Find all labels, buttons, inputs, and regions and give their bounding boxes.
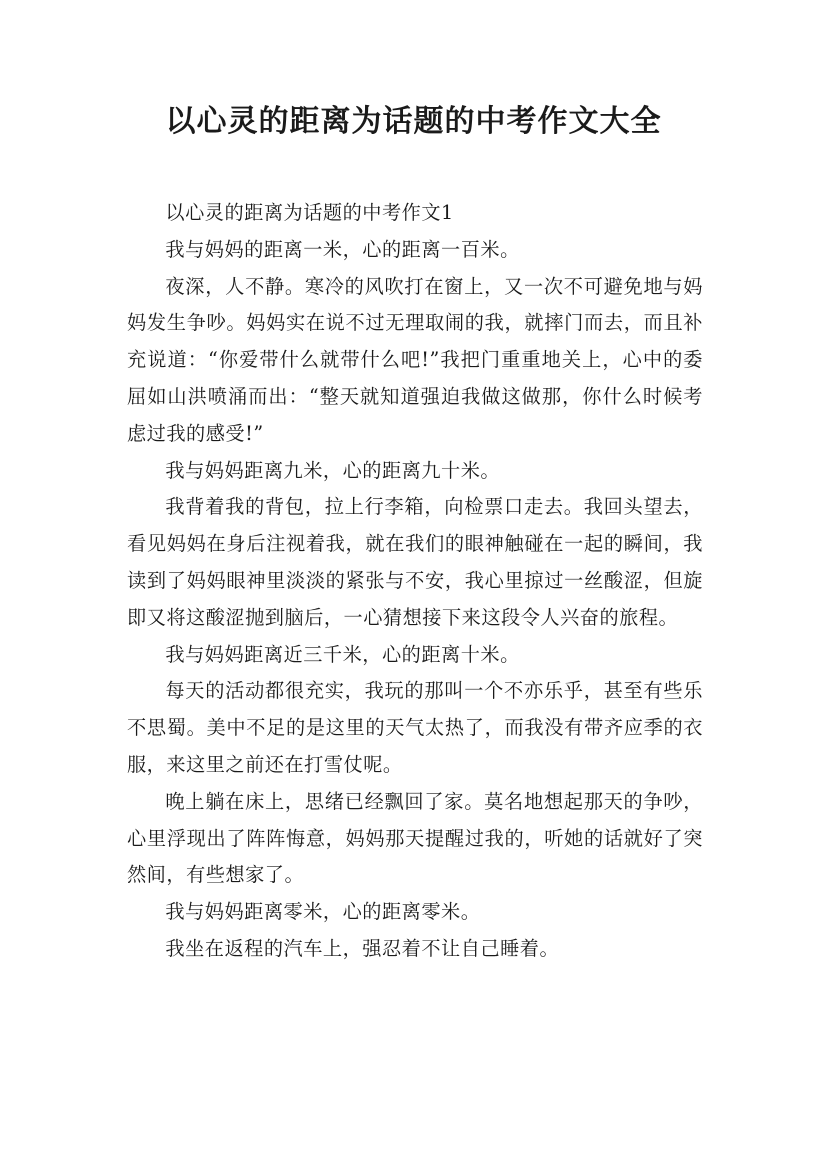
paragraph: 夜深，人不静。寒冷的风吹打在窗上，又一次不可避免地与妈妈发生争吵。妈妈实在说不过无理取闹的我，就摔门而去，而且补充说道：“你爱带什么就带什么吧!”我把门重重地关上，心中的委屈如山洪喷涌而出：“整天就知道强迫我做这做那，你什么时候考虑过我的感受!” — [127, 274, 703, 445]
document-body — [127, 195, 703, 968]
paragraph: 我背着我的背包，拉上行李箱，向检票口走去。我回头望去，看见妈妈在身后注视着我，就在我们的眼神触碰在一起的瞬间，我读到了妈妈眼神里淡淡的紧张与不安，我心里掠过一丝酸涩，但旋即又将这酸涩抛到脑后，一心猜想接下来这段令人兴奋的旅程。 — [127, 495, 703, 629]
paragraph: 我与妈妈距离近三千米，心的距离十米。 — [165, 642, 520, 666]
paragraph: 我与妈妈距离九米，心的距离九十米。 — [165, 458, 501, 482]
paragraph: 我与妈妈的距离一米，心的距离一百米。 — [165, 237, 520, 261]
paragraph: 我与妈妈距离零米，心的距离零米。 — [165, 900, 481, 924]
essay-subtitle: 以心灵的距离为话题的中考作文1 — [165, 201, 454, 224]
paragraph: 每天的活动都很充实，我玩的那叫一个不亦乐乎，甚至有些乐不思蜀。美中不足的是这里的天气太热了，而我没有带齐应季的衣服，来这里之前还在打雪仗呢。 — [127, 679, 703, 776]
document-title: 以心灵的距离为话题的中考作文大全 — [165, 104, 662, 139]
paragraph: 我坐在返程的汽车上，强忍着不让自己睡着。 — [165, 936, 560, 960]
paragraph: 晚上躺在床上，思绪已经飘回了家。莫名地想起那天的争吵，心里浮现出了阵阵悔意，妈妈那天提醒过我的，听她的话就好了突然间，有些想家了。 — [127, 789, 703, 887]
